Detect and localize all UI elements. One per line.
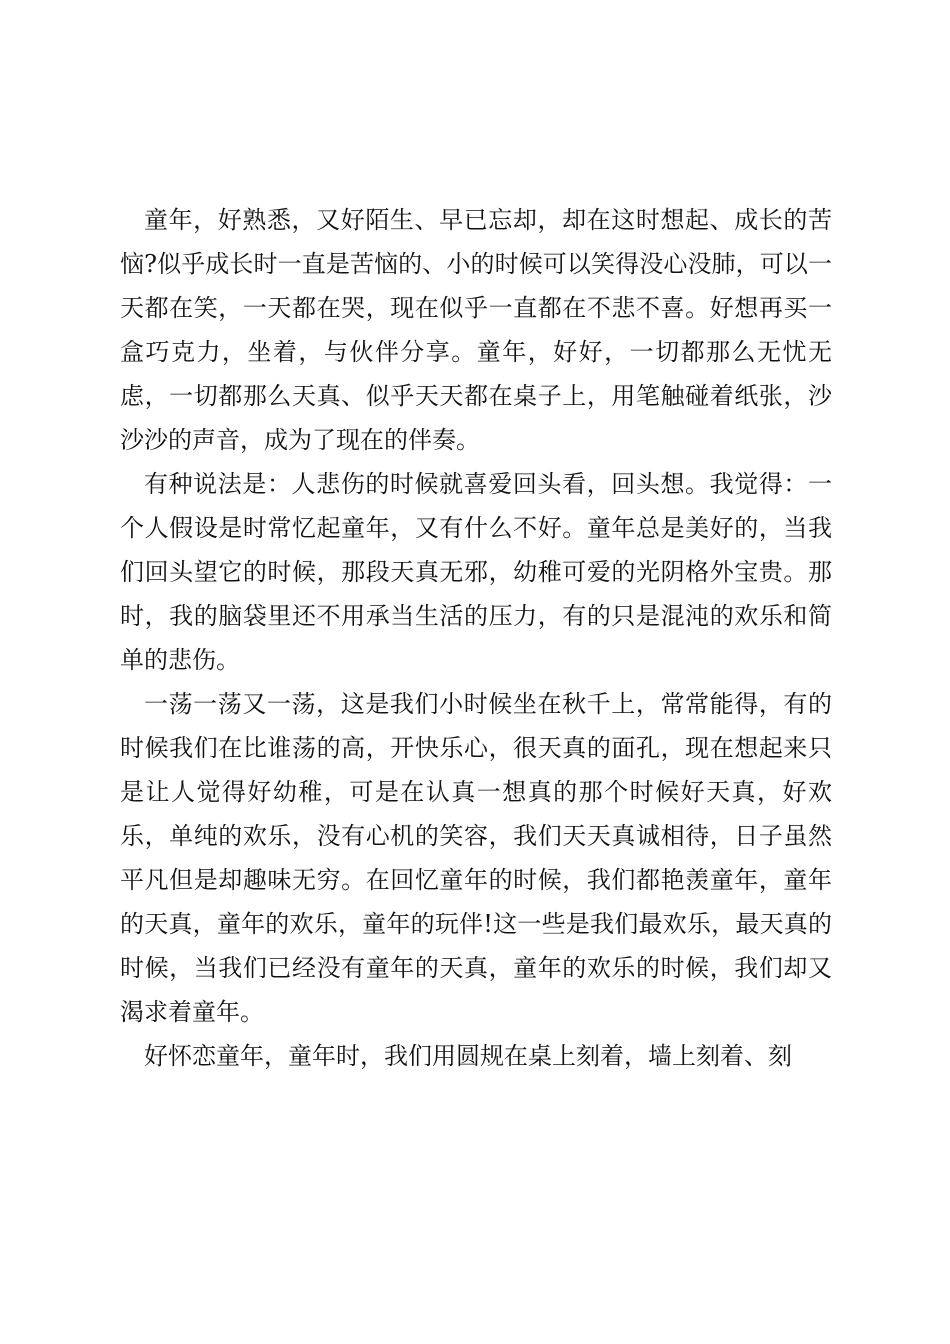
paragraph-3: 一荡一荡又一荡，这是我们小时候坐在秋千上，常常能得，有的时候我们在比谁荡的高，开快乐心，很天真的面孔，现在想起来只是让人觉得好幼稚，可是在认真一想真的那个时候好天真，好欢乐，单纯的欢乐，没有心机的笑容，我们天天真诚相待，日子虽然平凡但是却趣味无穷。在回忆童年的时候，我们都艳羡童年，童年的天真，童年的欢乐，童年的玩伴!这一些是我们最欢乐，最天真的时候，当我们已经没有童年的天真，童年的欢乐的时候，我们却又渴求着童年。: [120, 690, 832, 1026]
paragraph-4: 好怀恋童年，童年时，我们用圆规在桌上刻着，墙上刻着、刻: [144, 1042, 792, 1070]
document-page: [120, 198, 832, 1078]
paragraph-1: 童年，好熟悉，又好陌生、早已忘却，却在这时想起、成长的苦恼?似乎成长时一直是苦恼的、小的时候可以笑得没心没肺，可以一天都在笑，一天都在哭，现在似乎一直都在不悲不喜。好想再买一盒巧克力，坐着，与伙伴分享。童年，好好，一切都那么无忧无虑，一切都那么天真、似乎天天都在桌子上，用笔触碰着纸张，沙沙沙的声音，成为了现在的伴奏。: [120, 206, 832, 454]
paragraph-2: 有种说法是：人悲伤的时候就喜爱回头看，回头想。我觉得：一个人假设是时常忆起童年，又有什么不好。童年总是美好的，当我们回头望它的时候，那段天真无邪，幼稚可爱的光阴格外宝贵。那时，我的脑袋里还不用承当生活的压力，有的只是混沌的欢乐和简单的悲伤。: [120, 470, 832, 674]
